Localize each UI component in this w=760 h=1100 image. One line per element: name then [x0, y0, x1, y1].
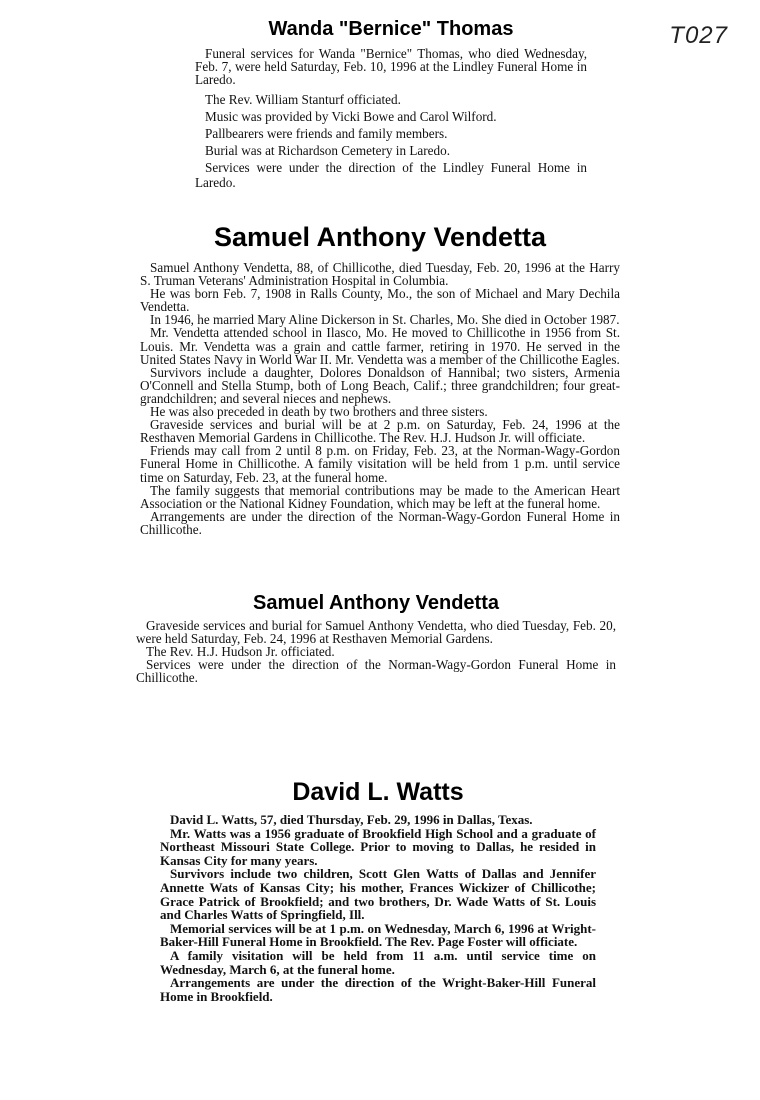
paragraph: A family visitation will be held from 11 a.m. until service time on Wednesday, March 6, at the funeral home. [160, 947, 596, 977]
paragraph: He was also preceded in death by two brothers and three sisters. [150, 404, 488, 420]
paragraph: Arrangements are under the direction of the Norman-Wagy-Gordon Funeral Home in Chillicothe. [140, 508, 620, 537]
paragraph: Music was provided by Vicki Bowe and Carol Wilford. [205, 109, 497, 125]
paragraph: Funeral services for Wanda "Bernice" Thomas, who died Wednesday, Feb. 7, were held Saturday, Feb. 10, 1996 at the Lindley Funeral Home in Laredo. [195, 46, 587, 88]
paragraph: David L. Watts, 57, died Thursday, Feb. 29, 1996 in Dallas, Texas. [170, 812, 533, 827]
paragraph: Graveside services and burial will be at 2 p.m. on Saturday, Feb. 24, 1996 at the Resthaven Memorial Gardens in Chillicothe. The Rev. H.J. Hudson Jr. will officiate. [140, 417, 620, 446]
paragraph: Survivors include a daughter, Dolores Donaldson of Hannibal; two sisters, Armenia O'Connell and Stella Stump, both of Long Beach, Calif.; three grandchildren; four great-grandchildren; and several nieces and nephews. [140, 364, 620, 406]
paragraph: Services were under the direction of the Lindley Funeral Home in Laredo. [195, 160, 587, 191]
paragraph: Memorial services will be at 1 p.m. on Wednesday, March 6, 1996 at Wright-Baker-Hill Funeral Home in Brookfield. The Rev. Page Foster will officiate. [160, 920, 596, 950]
paragraph: Arrangements are under the direction of the Wright-Baker-Hill Funeral Home in Brookfield. [160, 975, 596, 1004]
paragraph: In 1946, he married Mary Aline Dickerson in St. Charles, Mo. She died in October 1987. [150, 312, 620, 328]
obituary-title: Wanda "Bernice" Thomas [268, 18, 514, 40]
paragraph: Graveside services and burial for Samuel Anthony Vendetta, who died Tuesday, Feb. 20, were held Saturday, Feb. 24, 1996 at Resthaven Memorial Gardens. [136, 618, 616, 647]
paragraph: Burial was at Richardson Cemetery in Laredo. [205, 143, 450, 159]
paragraph: Friends may call from 2 until 8 p.m. on Friday, Feb. 23, at the Norman-Wagy-Gordon Funeral Home in Chillicothe. A family visitation will be held from 1 p.m. until service time on Saturday, Feb. 23, at the funeral home. [140, 443, 620, 485]
obituary-title: Samuel Anthony Vendetta [253, 592, 499, 614]
obituary-david-watts [160, 778, 596, 1003]
paragraph: Mr. Watts was a 1956 graduate of Brookfield High School and a graduate of Northeast Missouri State College. Prior to moving to Dallas, he resided in Kansas City for many years. [160, 825, 596, 868]
obituary-title: David L. Watts [292, 778, 464, 806]
paragraph: Mr. Vendetta attended school in Ilasco, Mo. He moved to Chillicothe in 1956 from St. Louis. Mr. Vendetta was a grain and cattle farmer, retiring in 1970. He served in the United States Navy in World War II. Mr. Vendetta was a member of the Chillicothe Eagles. [140, 325, 620, 367]
paragraph: The family suggests that memorial contributions may be made to the American Heart Association or the National Kidney Foundation, which may be left at the funeral home. [140, 482, 620, 511]
paragraph: He was born Feb. 7, 1908 in Ralls County, Mo., the son of Michael and Mary Dechila Vendetta. [140, 286, 620, 315]
paragraph: Services were under the direction of the Norman-Wagy-Gordon Funeral Home in Chillicothe. [136, 657, 616, 686]
obituary-title: Samuel Anthony Vendetta [213, 222, 547, 252]
paragraph: The Rev. H.J. Hudson Jr. officiated. [146, 644, 335, 660]
paragraph: Survivors include two children, Scott Glen Watts of Dallas and Jennifer Annette Wats of Kansas City; his mother, Frances Wickizer of Chillicothe; Grace Patrick of Brookfield; and two brothers, Dr. Wade Watts of St. Louis and Charles Watts of Springfield, Ill. [160, 866, 596, 923]
obituary-wanda-thomas [195, 18, 587, 190]
reference-code: T027 [669, 22, 728, 49]
paragraph: Pallbearers were friends and family members. [205, 126, 448, 142]
paragraph: Samuel Anthony Vendetta, 88, of Chillicothe, died Tuesday, Feb. 20, 1996 at the Harry S. Truman Veterans' Administration Hospital in Columbia. [140, 260, 620, 289]
obituary-samuel-vendetta-services [136, 592, 616, 684]
obituary-samuel-vendetta [140, 222, 620, 536]
paragraph: The Rev. William Stanturf officiated. [205, 92, 401, 108]
